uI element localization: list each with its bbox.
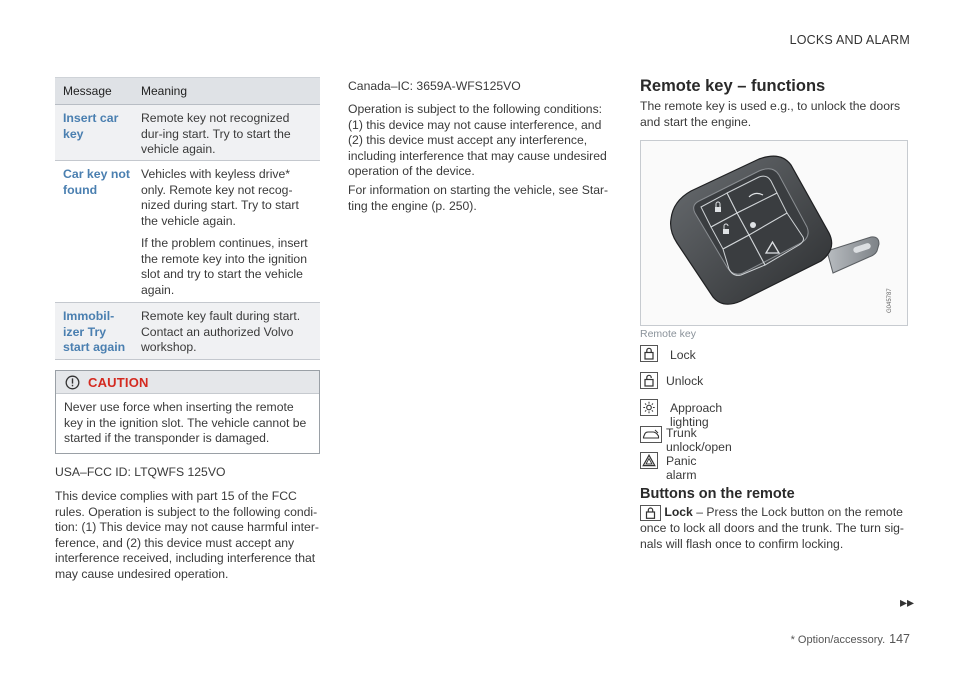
fcc-text: This device complies with part 15 of the FCC rules. Operation is subject to the following condi-tion: (1) This device may not cause harmful inter-ference, and (2) this device must accept any interference received, including interference that may cause undesired operation.: [55, 489, 319, 581]
meaning-cell: [141, 167, 313, 298]
section-header: LOCKS AND ALARM: [789, 33, 910, 47]
unlock-icon: [640, 372, 658, 389]
remote-heading: Remote key – functions: [640, 77, 826, 95]
legend-item-panic: [640, 452, 697, 482]
legend-label: Unlock: [666, 374, 704, 388]
meaning-cell: [141, 111, 313, 158]
canada-text: Operation is subject to the following conditions: (1) this device may not cause interference, and (2) this device must accept any interference, including interference that may cause undesired operation of the device.: [348, 102, 607, 178]
legend-label: Lock: [670, 348, 696, 362]
figure-caption: Remote key: [640, 328, 697, 340]
panic-alarm-icon: [640, 452, 658, 469]
legend-item-unlock: [640, 372, 704, 389]
lock-icon: [640, 505, 661, 521]
message-cell: Car key not found: [63, 167, 130, 197]
start-info-text: For information on starting the vehicle, see Star-ting the engine (p. 250).: [348, 183, 609, 213]
page-footer: [791, 632, 910, 646]
footnote: * Option/accessory.: [790, 634, 886, 646]
column-header-message: Message: [63, 84, 112, 98]
remote-key-image: [640, 140, 908, 326]
page-number: 147: [889, 632, 910, 646]
caution-box: [55, 370, 320, 454]
image-code: G045787: [887, 288, 893, 313]
table-row: [55, 303, 320, 360]
fcc-id: USA–FCC ID: LTQWFS 125VO: [55, 465, 226, 479]
legend-item-trunk: [640, 426, 732, 454]
remote-key-illustration: [641, 141, 907, 325]
trunk-icon: [640, 426, 662, 443]
meaning-text: Vehicles with keyless drive* only. Remote key not recog-nized during start. Try to start the vehicle again.: [141, 167, 299, 228]
table-row: [55, 105, 320, 161]
legend-item-lock: [640, 345, 696, 362]
buttons-heading: Buttons on the remote: [640, 486, 795, 502]
approach-light-icon: [640, 399, 658, 416]
legend-label: Panic alarm: [666, 454, 697, 482]
lock-paragraph: [640, 505, 908, 552]
message-cell: Insert car key: [63, 111, 119, 141]
caution-header: [56, 371, 319, 394]
column-header-meaning: Meaning: [141, 84, 188, 98]
table-row: [55, 161, 320, 303]
table-header: [55, 77, 320, 105]
message-table: [55, 77, 320, 360]
remote-intro: The remote key is used e.g., to unlock the doors and start the engine.: [640, 99, 901, 129]
message-cell: Immobil-izer Try start again: [63, 309, 126, 354]
meaning-text: If the problem continues, insert the remote key into the ignition slot and try to start the vehicle again.: [141, 236, 308, 297]
meaning-text: Remote key fault during start. Contact an authorized Volvo workshop.: [141, 309, 301, 354]
lock-label: Lock: [664, 505, 693, 520]
legend-label: Approach lighting: [670, 401, 723, 429]
caution-title: CAUTION: [88, 375, 149, 390]
legend-label: Trunk unlock/open: [666, 426, 732, 454]
warning-circle-icon: [65, 375, 80, 390]
canada-id: Canada–IC: 3659A-WFS125VO: [348, 79, 521, 93]
legend-item-approach: [640, 399, 723, 429]
meaning-cell: [141, 309, 313, 356]
meaning-text: Remote key not recognized dur-ing start. Try to start the vehicle again.: [141, 111, 291, 156]
continue-icon: ▸▸: [899, 594, 914, 610]
lock-icon: [640, 345, 658, 362]
caution-text: Never use force when inserting the remote key in the ignition slot. The vehicle cannot be started if the transponder is damaged.: [64, 400, 307, 445]
lock-description: – Press the Lock button on the remote once to lock all doors and the trunk. The turn sig-nals will flash once to confirm locking.: [640, 505, 904, 551]
